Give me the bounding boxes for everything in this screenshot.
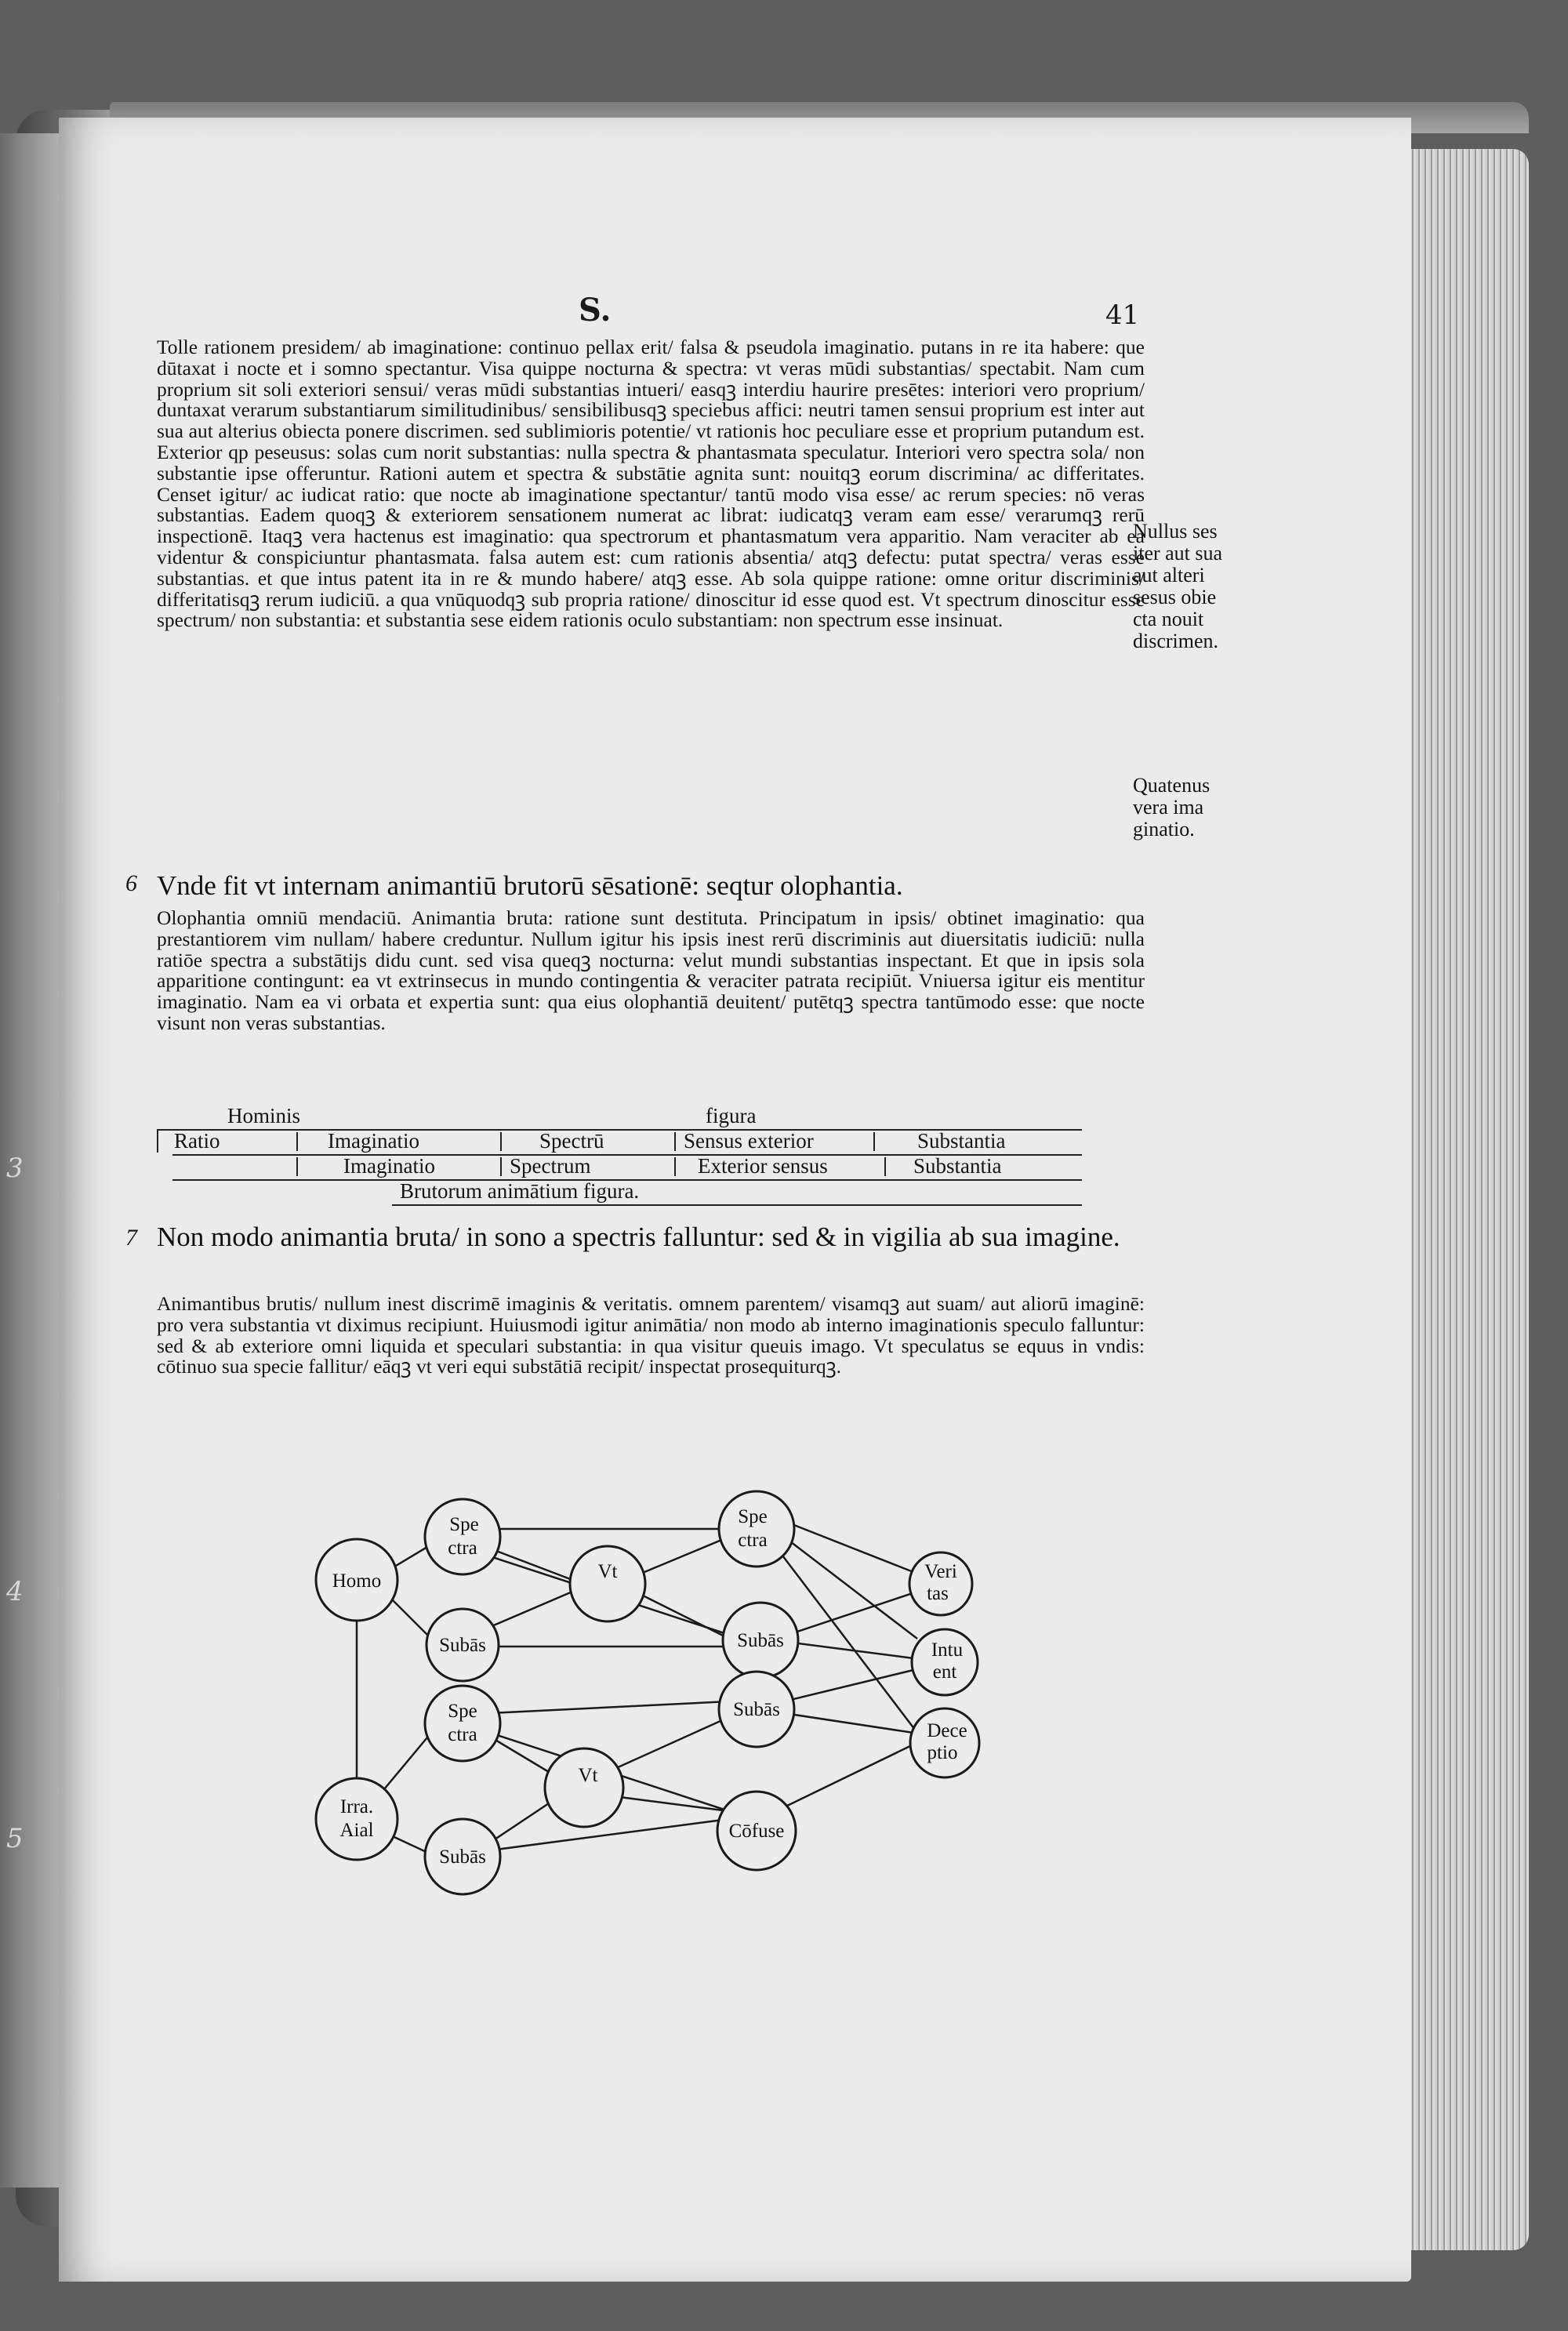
node-label: Vt [578,1765,598,1786]
node-label: Vt [597,1561,618,1582]
figure-cell: Imaginatio [328,1129,419,1153]
figure-cell: Exterior sensus [698,1154,828,1178]
node-label: Homo [332,1570,382,1592]
divider [674,1132,676,1151]
node-label: Subās [737,1630,784,1651]
node-label: Irra. [339,1796,374,1817]
node-label: Spe [738,1506,768,1527]
chapter-heading-7: Non modo animantia bruta/ in sono a spectris falluntur: sed & in vigilia ab sua imagine. [157,1222,1120,1252]
node-label: ctra [738,1530,768,1551]
link [635,1537,729,1576]
paragraph-1 [157,337,1145,631]
vt-top-node [570,1546,645,1621]
link [792,1643,913,1658]
veritas-node [909,1552,972,1615]
divider [884,1157,886,1176]
divider [500,1157,502,1176]
divider [500,1132,502,1151]
deceptio-node [910,1708,979,1777]
folio-number: 41 [1105,300,1140,331]
divider [296,1157,298,1176]
node-circle [425,1499,500,1574]
link [784,1745,913,1807]
divider [674,1157,676,1176]
left-margin-number: 4 [6,1576,24,1607]
subas-right-node [723,1603,798,1678]
link [490,1819,729,1850]
node-label: Veri [924,1561,957,1582]
figure-caption: Brutorum animātium figura. [400,1179,640,1203]
node-label: ctra [448,1538,477,1559]
node-label: Subās [439,1635,486,1656]
link [788,1592,917,1635]
chapter-number: 7 [125,1225,137,1251]
running-head: S. [579,292,612,329]
node-circle [719,1491,794,1567]
left-margin-number: 3 [6,1153,24,1184]
link [490,1549,572,1580]
chapter-number: 6 [125,870,137,896]
node-circle [316,1778,397,1860]
cofuse-node [717,1792,796,1870]
intuent-node [912,1629,978,1695]
chapter-heading-6: Vnde fit vt internam animantiū brutorū sēsationē: seqtur olophantia. [157,870,903,901]
spectra-low-node [425,1686,500,1761]
figure-cell: Imaginatio [343,1154,435,1178]
homo-node [316,1539,397,1621]
paragraph-text: Olophantia omniū mendaciū. Animantia bruta: ratione sunt destituta. Principatum in ipsis/ obtinet imaginatio: qua prestantiorem vim nullam/ habere creduntur. Nullum igitur his ipsis inest rerū discriminis aut diuersitatis iudiciū: nulla ratiōe spectra a substātijs didu cunt. sed visa queqꝫ nocturna: velut mundi substantias inspectant. Et que in ipsis sola apparitione contingunt: ea vt extrinsecus in mundo contingentia & veraciter patrata recipiūt. Vniuersa igitur eis mentitur imaginatio. Nam ea vi orbata et expertia sunt: qua eius olophantiā deuitent/ putētqꝫ spectra tantūmodo esse: que nocte visunt non veras substantias. [157,906,1145,1034]
node-label: Spe [448,1701,477,1722]
paragraph-text: Animantibus brutis/ nullum inest discrimē imaginis & veritatis. omnem parentem/ visamqꝫ aut suam/ aut aliorū imaginē: pro vera substantia vt diximus recipiunt. Huiusmodi igitur animātia/ non modo ab interno imaginationis speculo falluntur: sed & ab exteriore omni liquida et speculari substantia: in qua visitur queuis imago. Vt speculatus se equus in vndis: cōtinuo sua specie fallitur/ eāqꝫ vt veri equi substātiā recipit/ inspectat prosequiturqꝫ. [157,1292,1145,1378]
spectra-right-node [719,1491,794,1567]
node-label: Aial [339,1820,374,1841]
side-note-1: Nullus ses iter aut sua aut alteri sesus obie cta nouit discrimen. [1133,520,1223,652]
link [784,1521,913,1572]
link [635,1592,729,1639]
node-label: ctra [448,1724,477,1745]
node-circle [570,1546,645,1621]
link [608,1795,729,1811]
divider [157,1129,158,1153]
node-label: Subās [733,1699,780,1720]
irra-aial-node [316,1778,397,1860]
figure-cell: Spectrū [539,1129,604,1153]
paragraph-3 [157,1294,1145,1378]
vt-low-node [545,1748,623,1827]
concept-diagram [290,1474,1019,1937]
divider [873,1132,875,1151]
node-label: Intu [931,1639,964,1661]
node-label: Dece [927,1720,967,1741]
left-margin-number: 5 [6,1823,24,1854]
node-label: Spe [449,1514,479,1535]
figure-cell: Substantia [913,1154,1002,1178]
side-note-2: Quatenus vera ima ginatio. [1133,774,1210,841]
figure-label: Hominis [227,1104,301,1127]
node-circle [545,1748,623,1827]
link [784,1713,913,1733]
node-label: Subās [439,1846,486,1868]
paragraph-text: Tolle rationem presidem/ ab imaginatione: continuo pellax erit/ falsa & pseudola imaginatio. putans in re ita habere: que dūtaxat i nocte et i somno spectantur. Visa quippe nocturna & spectra: vt veras mūdi substantias/ spectabit. Nam cum proprium sit soli exteriori sensui/ veras mūdi substantias intueri/ easqꝫ interdiu haurire presētes: interiori vero proprium/ duntaxat verarum substantiarum similitudinibus/ sensibilibusqꝫ speciebus affici: neutri tamen sensui proprium est inter aut sua aut alterius obiecta ponere discrimen. sed sublimioris potentie/ vt rationis hoc peculiare esse et proprium putandum est. Exterior qp peseusus: solas cum norit substantias: nulla spectra & phantasmata speculatur. Interiori vero spectra sola/ non substantie ipse offeruntur. Rationi autem et spectra & substātie agnita sunt: nouitqꝫ eorum discrimina/ ac differitates. Censet igitur/ ac iudicat ratio: que nocte ab imaginatione spectantur/ tantū modo visa esse/ ac rerum species: nō veras substantias. Eadem quoqꝫ & exteriorem sensationem numerat ac librat: iudicatqꝫ veram eam esse/ verarumqꝫ rerū inspectionē. Itaqꝫ vera hactenus est imaginatio: qua spectrorum et phantasmatum vera apparitio. Nam veraciter ab ea videntur & conspiciuntur phantasmata. falsa autem est: cum rationis absentia/ atqꝫ defectu: putat spectra/ veras esse substantias. et que intus patent ita in re & mundo habere/ atqꝫ esse. Ab sola quippe ratione: omne oritur discriminis/ differitatisqꝫ rerum iudiciū. a qua vnūquodqꝫ sub propria ratione/ dinoscitur id esse quod est. Vt spectrum dinoscitur esse spectrum/ non substantia: et substantia sese eidem rationis oculo substantiam: non spectrum esse insinuat. [157,336,1145,632]
node-label: ptio [927,1742,958,1763]
figure-cell: Sensus exterior [684,1129,814,1153]
figure-cell: Substantia [917,1129,1006,1153]
subas-low-node [425,1819,500,1894]
node-label: tas [927,1583,949,1604]
node-label: Cōfuse [728,1821,785,1842]
divider [296,1132,298,1151]
link [490,1592,572,1627]
link [784,1537,917,1639]
link [490,1803,549,1843]
figure-label: figura [706,1104,757,1127]
subas-mid-node [719,1672,794,1747]
node-circle [425,1686,500,1761]
link [490,1701,729,1713]
rule [392,1204,1082,1206]
link [780,1552,917,1733]
page-block-edge [1403,149,1529,2250]
subas-top-node [426,1609,499,1681]
node-label: ent [932,1661,957,1683]
spectra-top-node [425,1499,500,1574]
link [608,1717,729,1772]
paragraph-2 [157,908,1145,1034]
comparison-figure [157,1104,1082,1204]
link [784,1670,913,1701]
figure-cell: Ratio [174,1129,220,1153]
figure-cell: Spectrum [510,1154,591,1178]
